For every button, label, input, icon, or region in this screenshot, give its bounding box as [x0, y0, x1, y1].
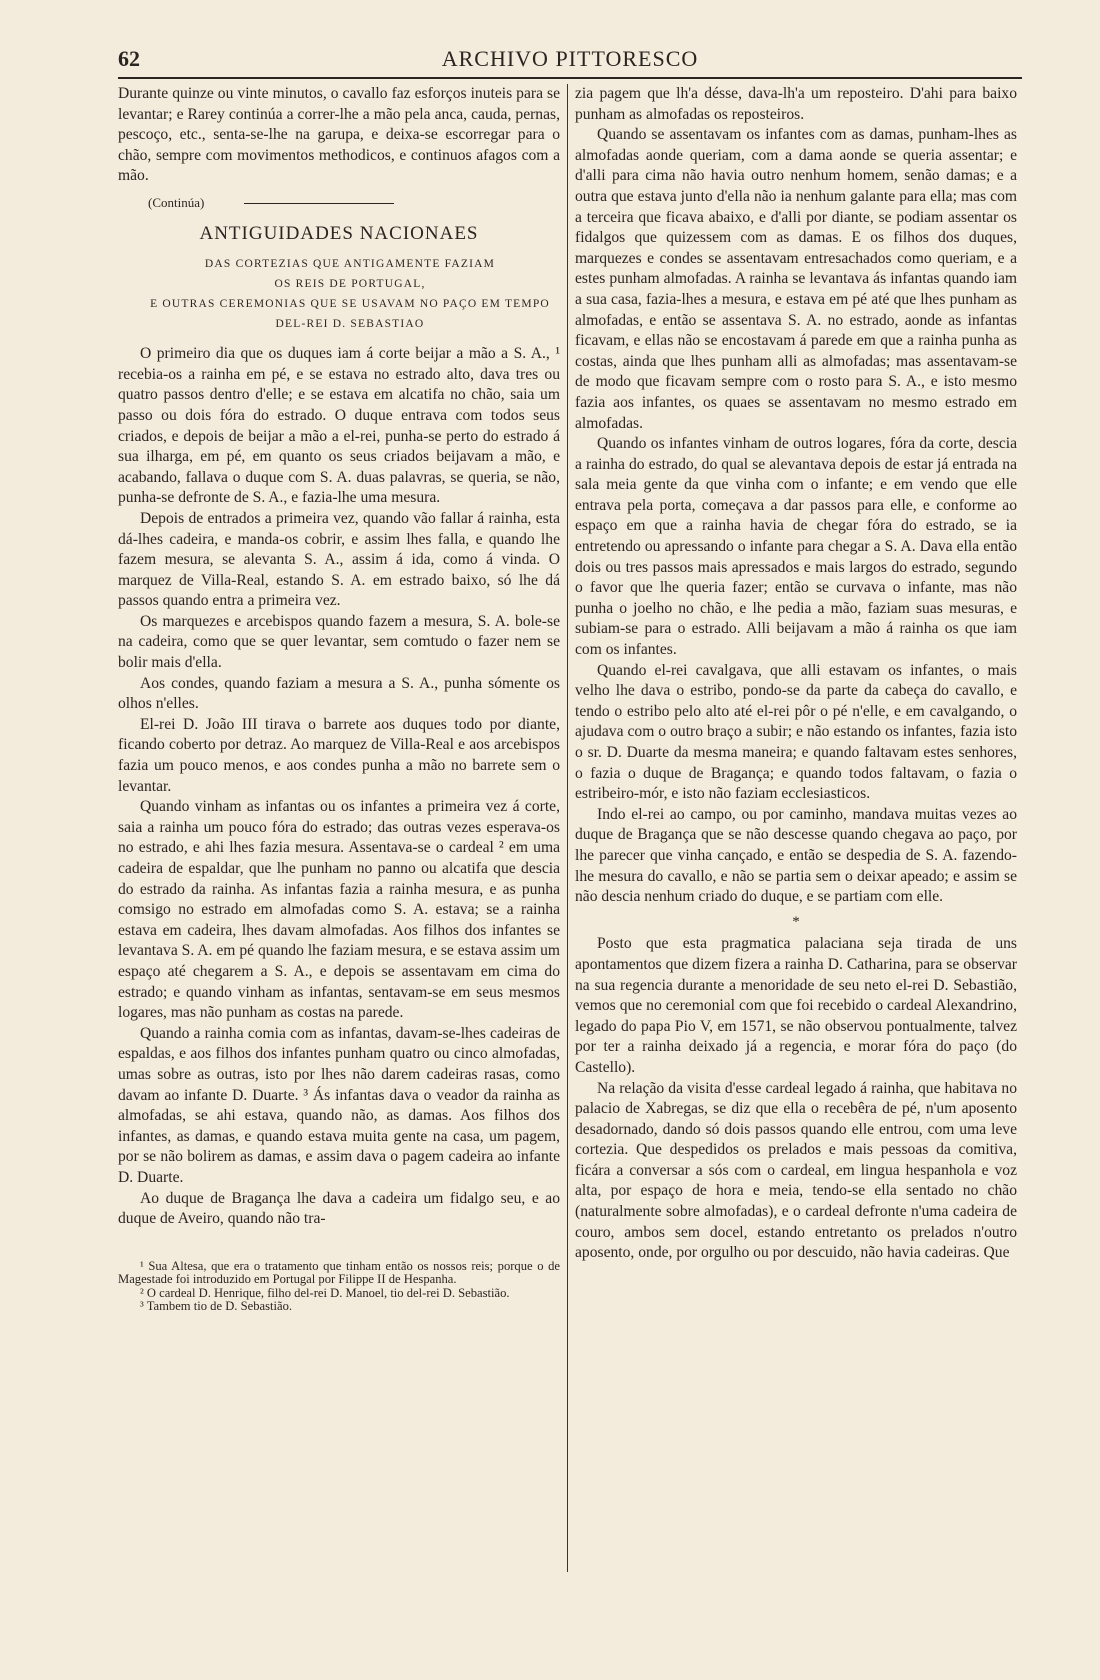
- subtitle-line: OS REIS DE PORTUGAL,: [274, 278, 426, 291]
- subtitle-line: DAS CORTEZIAS QUE ANTIGAMENTE FAZIAM: [204, 258, 496, 271]
- header-rule: [118, 77, 1022, 79]
- paragraph: Depois de entrados a primeira vez, quando vão fallar á rainha, esta dá-lhes cadeira, e manda-os cobrir, e assim lhes falla, e quando lhe fazem mesura, se alevanta S. A., assim á ida, como á vinda. O marquez de Villa-Real, estando S. A. em estrado baixo, só lhe dá passos quando entra a primeira vez.: [118, 509, 560, 610]
- section-subtitle: [118, 254, 560, 334]
- left-column: [118, 84, 560, 1314]
- section-asterisk: *: [792, 913, 800, 930]
- paragraph: El-rei D. João III tirava o barrete aos duques todo por diante, ficando coberto por detraz. Ao marquez de Villa-Real e aos arcebispos fazia um pouco menos, e aos condes punha a mão no barrete sem o levantar.: [118, 715, 560, 795]
- subtitle-line: E OUTRAS CEREMONIAS QUE SE USAVAM NO PAÇO EM TEMPO: [150, 298, 550, 311]
- paragraph: Os marquezes e arcebispos quando fazem a mesura, S. A. bole-se na cadeira, como que se quer levantar, sem comtudo o fazer nem se bolir mais d'ella.: [118, 612, 560, 672]
- subtitle-line: DEL-REI D. SEBASTIAO: [275, 318, 425, 331]
- right-column: [575, 84, 1017, 1264]
- paragraph: Durante quinze ou vinte minutos, o cavallo faz esforços inuteis para se levantar; e Rarey continúa a correr-lhe a mão pela anca, cauda, pernas, pescoço, etc., senta-se-lhe na garupa, e deixa-se escorregar para o chão, sempre com movimentos methodicos, e continuos afagos com a mão.: [118, 85, 560, 185]
- footnotes: [118, 1260, 560, 1314]
- paragraph: Quando vinham as infantas ou os infantes a primeira vez á corte, saia a rainha um pouco fóra do estrado; das outras vezes esperava-os no estrado, e ahi lhes fazia mesura. Assentava-se o cardeal ² em uma cadeira de espaldar, que lhe punham no panno ou alcatifa que descia do estrado da rainha. As infantas fazia a rainha mesura, e as punha comsigo no estrado em almofadas como S. A. estava; se a rainha estava em cadeira, lhes davam almofadas. Aos filhos dos infantes se levantava S. A. em pé quando lhe faziam mesura, e se estava assim um espaço até chegarem a S. A., e depois se assentavam em cima do estrado; e quando vinham as infantas, sentavam-se em seus mesmos logares, mas não punham as costas na parede.: [118, 798, 560, 1022]
- paragraph: Aos condes, quando faziam a mesura a S. A., punha sómente os olhos n'elles.: [118, 674, 560, 713]
- footnote: ² O cardeal D. Henrique, filho del-rei D. Manoel, tio del-rei D. Sebastião.: [140, 1285, 510, 1300]
- section-title: ANTIGUIDADES NACIONAES: [199, 222, 479, 244]
- continua-note: (Continúa): [148, 194, 205, 210]
- paragraph: Quando a rainha comia com as infantas, davam-se-lhes cadeiras de espaldas, e aos filhos dos infantes punham quatro ou cinco almofadas, umas sobre as outras, isto por lhes não darem cadeiras rasas, como davam ao infante D. Duarte. ³ Ás infantas dava o veador da rainha as almofadas, se ahi estava, quando não, as damas. Aos filhos dos infantes, as damas, e quando estava muita gente na casa, um pagem, por se não bolirem as damas, e assim dava o pagem cadeira ao infante D. Duarte.: [118, 1024, 560, 1186]
- paragraph: Quando se assentavam os infantes com as damas, punham-lhes as almofadas aonde queriam, com a dama aonde se queria assentar; e d'alli para cima não havia outro nenhum homem, senão damas; e a outra que estava junto d'ella não ia nenhum galante para ella; mas com a terceira que ficava abaixo, e d'alli por diante, se podiam assentar os fidalgos que quizessem com as damas. E os filhos dos duques, marquezes e condes se assentavam entresachados como queriam, e a estes punham almofadas. A rainha se levantava ás infantas quando iam a sua casa, fazia-lhes a mesura, e estava em pé até que lhes punham as almofadas, e então se assentava S. A. no estrado, aonde as infantas ficavam, e ellas não se encostavam á parede em que a rainha punha as costas, ainda que lhes punham alli as almofadas; mas assentavam-se de modo que ficavam sempre com o rosto para S. A., e isto mesmo fazia aos infantes, os quaes se assentavam no mesmo estrado em almofadas.: [575, 126, 1017, 432]
- footnote: ³ Tambem tio de D. Sebastião.: [140, 1299, 293, 1314]
- continua-line: [148, 193, 560, 214]
- paragraph: Indo el-rei ao campo, ou por caminho, mandava muitas vezes ao duque de Bragança que se não descesse quando chegava ao paço, por lhe parecer que vinha cançado, e então se despedia de S. A. fazendo-lhe mesura do cavallo, e não se partia sem o deixar apeado; e assim se não descia nenhum criado do duque, e se partiam com elle.: [575, 805, 1017, 906]
- paragraph: Ao duque de Bragança lhe dava a cadeira um fidalgo seu, e ao duque de Aveiro, quando não tra-: [118, 1189, 560, 1228]
- column-divider: [567, 84, 568, 1572]
- paragraph: O primeiro dia que os duques iam á corte beijar a mão a S. A., ¹ recebia-os a rainha em pé, e se estava no estrado alto, dava tres ou quatro passos dentro d'elle; e se estava em alcatifa no chão, saia um passo ou dois fóra do estrado. O duque entrava com todos seus criados, e depois de beijar a mão a el-rei, punha-se perto do estrado á sua ilharga, em pé, em quanto os seus criados beijavam a mão, e acabando, fallava o duque com S. A. duas palavras, se queria, se não, punha-se defronte de S. A., e fazia-lhe uma mesura.: [118, 345, 560, 507]
- footnote: ¹ Sua Altesa, que era o tratamento que tinham então os nossos reis; porque o de Magestade foi introduzido em Portugal por Filippe II de Hespanha.: [118, 1258, 560, 1287]
- page-header: [118, 44, 1022, 76]
- paragraph: Quando el-rei cavalgava, que alli estavam os infantes, o mais velho lhe dava o estribo, pondo-se da parte da cabeça do cavallo, e tendo o estribo pelo alto até el-rei pôr o pé n'elle, e em cavalgando, o ajudava com o outro braço a subir; e não estando os infantes, fazia isto o sr. D. Duarte da mesma maneira; e quando faltavam estes senhores, o fazia o duque de Bragança; e quando todos faltavam, o fazia o estribeiro-mór, e isto não faziam ecclesiasticos.: [575, 661, 1017, 803]
- paragraph: Posto que esta pragmatica palaciana seja tirada de uns apontamentos que dizem fizera a rainha D. Catharina, para se observar na sua regencia durante a menoridade de seu neto el-rei D. Sebastião, vemos que no ceremonial com que foi recebido o cardeal Alexandrino, legado do papa Pio V, em 1571, se não observou pontualmente, talvez por ter a rainha deixado já a regencia, e morar fóra do paço (do Castello).: [575, 935, 1017, 1076]
- continua-rule: [244, 203, 394, 204]
- paragraph: Na relação da visita d'esse cardeal legado á rainha, que habitava no palacio de Xabregas, se diz que ella o recebêra de pé, n'um aposento desadornado, dando só dois passos quando elle entrou, com uma leve cortezia. Que despedidos os prelados e mais pessoas da comitiva, ficára a conversar a sós com o cardeal, em lingua hespanhola e voz alta, por espaço de hora e meia, tendo-se ella sentado no chão (naturalmente sobre almofadas), e o cardeal defronte n'uma cadeira de couro, ambos sem docel, estando entretanto os prelados n'outro aposento, onde, por orgulho ou por descuido, não havia cadeiras. Que: [575, 1079, 1017, 1262]
- running-title: ARCHIVO PITTORESCO: [441, 46, 699, 71]
- page-number: 62: [118, 46, 140, 71]
- paragraph: Quando os infantes vinham de outros logares, fóra da corte, descia a rainha do estrado, do qual se alevantava depois de estar já entrada na sala meia gente da que vinha com o infante; e em vendo que elle entrava pela porta, começava a dar passos para elle, e conforme ao espaço em que a rainha havia de chegar fóra do estrado, se ia entretendo ou apressando o infante para chegar a S. A. Dava ella então dois ou tres passos mais apressados e mais largos do estrado, segundo o favor que lhe queria fazer; então se curvava o infante, mas não punha o joelho no chão, e lhe pedia a mão, faziam suas mesuras, e subiam-se para o estrado. Alli beijavam a mão á rainha os que iam com os infantes.: [575, 435, 1017, 659]
- paragraph: zia pagem que lh'a désse, dava-lh'a um reposteiro. D'ahi para baixo punham as almofadas os reposteiros.: [575, 85, 1017, 123]
